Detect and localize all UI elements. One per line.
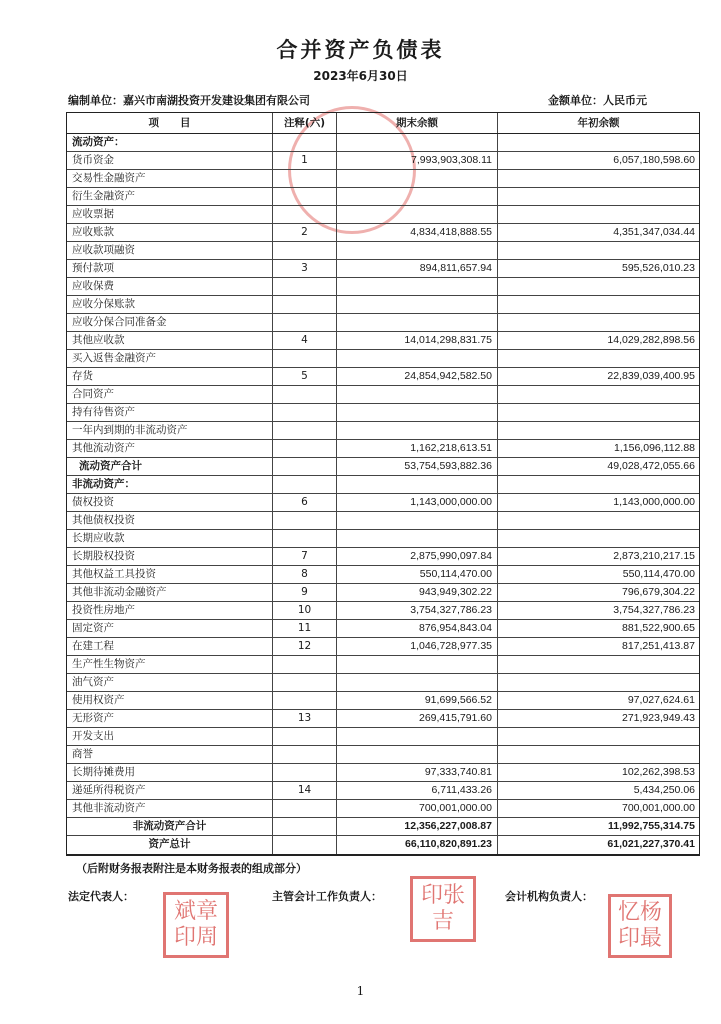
row-note <box>273 818 337 835</box>
table-row <box>67 494 699 512</box>
row-note <box>273 458 337 475</box>
row-note: 11 <box>273 620 337 637</box>
row-item: 非流动资产： <box>67 476 273 493</box>
row-note <box>273 476 337 493</box>
table-row <box>67 692 699 710</box>
row-end-balance <box>337 314 498 331</box>
row-begin-balance <box>498 656 699 673</box>
stamp-char: 斌 <box>173 899 196 924</box>
row-begin-balance <box>498 746 699 763</box>
row-begin-balance <box>498 314 699 331</box>
table-row <box>67 620 699 638</box>
row-item: 一年内到期的非流动资产 <box>67 422 273 439</box>
row-begin-balance: 817,251,413.87 <box>622 640 695 652</box>
table-row <box>67 512 699 530</box>
row-item: 债权投资 <box>67 494 273 511</box>
row-note <box>273 836 337 854</box>
accounting-head-stamp <box>410 876 476 942</box>
row-end-balance: 97,333,740.81 <box>337 764 498 781</box>
row-note <box>273 134 337 151</box>
table-row <box>67 836 699 854</box>
table-row <box>67 242 699 260</box>
row-begin-balance <box>498 530 699 547</box>
row-item: 预付款项 <box>67 260 273 277</box>
row-begin-balance: 550,114,470.00 <box>622 568 695 580</box>
row-begin-balance <box>498 242 699 259</box>
row-end-balance: 1,143,000,000.00 <box>337 494 498 511</box>
row-end-balance <box>337 386 498 403</box>
row-note: 13 <box>273 710 337 727</box>
legal-representative-stamp <box>163 892 229 958</box>
row-note <box>273 656 337 673</box>
organization: 编制单位：嘉兴市南湖投资开发建设集团有限公司 <box>68 94 310 107</box>
row-end-balance <box>337 746 498 763</box>
row-item: 资产总计 <box>67 836 273 854</box>
report-date: 2023年6月30日 <box>313 69 408 83</box>
row-note <box>273 692 337 709</box>
row-note <box>273 314 337 331</box>
row-item: 应收保费 <box>67 278 273 295</box>
row-begin-balance: 6,057,180,598.60 <box>613 154 695 166</box>
row-item: 存货 <box>67 368 273 385</box>
row-end-balance: 12,356,227,008.87 <box>337 818 498 835</box>
row-item: 固定资产 <box>67 620 273 637</box>
row-end-balance: 2,875,990,097.84 <box>337 548 498 565</box>
header-item: 项 目 <box>67 113 273 133</box>
row-end-balance <box>337 188 498 205</box>
row-note <box>273 296 337 313</box>
row-begin-balance: 595,526,010.23 <box>622 262 695 274</box>
row-note <box>273 800 337 817</box>
row-end-balance <box>337 656 498 673</box>
row-begin-balance <box>498 512 699 529</box>
row-item: 应收分保合同准备金 <box>67 314 273 331</box>
row-note <box>273 170 337 187</box>
row-item: 其他债权投资 <box>67 512 273 529</box>
row-item: 流动资产： <box>67 134 273 151</box>
table-row <box>67 350 699 368</box>
row-item: 其他非流动金融资产 <box>67 584 273 601</box>
table-row <box>67 206 699 224</box>
row-end-balance <box>337 530 498 547</box>
row-end-balance: 876,954,843.04 <box>337 620 498 637</box>
row-note <box>273 242 337 259</box>
row-end-balance <box>337 512 498 529</box>
row-end-balance: 269,415,791.60 <box>337 710 498 727</box>
table-row <box>67 386 699 404</box>
stamp-char: 忆 <box>617 900 640 925</box>
table-row <box>67 170 699 188</box>
row-end-balance <box>337 674 498 691</box>
row-item: 长期待摊费用 <box>67 764 273 781</box>
row-end-balance: 3,754,327,786.23 <box>337 602 498 619</box>
table-row <box>67 134 699 152</box>
row-begin-balance: 22,839,039,400.95 <box>607 370 695 382</box>
row-begin-balance: 881,522,900.65 <box>622 622 695 634</box>
balance-sheet-table <box>66 112 700 856</box>
row-end-balance <box>337 278 498 295</box>
row-note: 14 <box>273 782 337 799</box>
row-end-balance <box>337 134 498 151</box>
row-note: 10 <box>273 602 337 619</box>
table-row <box>67 422 699 440</box>
row-note: 7 <box>273 548 337 565</box>
row-item: 货币资金 <box>67 152 273 169</box>
currency-unit: 金额单位：人民币元 <box>548 94 647 107</box>
row-begin-balance: 2,873,210,217.15 <box>613 550 695 562</box>
row-begin-balance <box>498 674 699 691</box>
row-end-balance: 6,711,433.26 <box>337 782 498 799</box>
row-end-balance <box>337 728 498 745</box>
row-note: 12 <box>273 638 337 655</box>
stamp-char: 章 <box>196 899 219 924</box>
row-item: 其他应收款 <box>67 332 273 349</box>
table-row <box>67 746 699 764</box>
table-row <box>67 530 699 548</box>
row-item: 合同资产 <box>67 386 273 403</box>
table-row <box>67 818 699 836</box>
row-begin-balance: 5,434,250.06 <box>633 784 695 796</box>
row-note <box>273 350 337 367</box>
row-note: 3 <box>273 260 337 277</box>
row-item: 长期股权投资 <box>67 548 273 565</box>
header-note: 注释(六) <box>273 113 337 133</box>
table-header <box>67 113 699 134</box>
row-note <box>273 746 337 763</box>
row-item: 应收账款 <box>67 224 273 241</box>
row-note <box>273 764 337 781</box>
row-item: 油气资产 <box>67 674 273 691</box>
header-end-balance: 期末余额 <box>337 113 498 133</box>
row-item: 其他流动资产 <box>67 440 273 457</box>
row-end-balance <box>337 404 498 421</box>
row-begin-balance: 3,754,327,786.23 <box>613 604 695 616</box>
row-begin-balance: 61,021,227,370.41 <box>607 838 695 850</box>
row-begin-balance <box>498 206 699 223</box>
row-note: 8 <box>273 566 337 583</box>
footnote: （后附财务报表附注是本财务报表的组成部分） <box>76 862 307 875</box>
row-item: 非流动资产合计 <box>67 818 273 835</box>
row-begin-balance <box>498 350 699 367</box>
row-note: 6 <box>273 494 337 511</box>
stamp-char: 印 <box>617 926 640 951</box>
row-item: 长期应收款 <box>67 530 273 547</box>
row-item: 使用权资产 <box>67 692 273 709</box>
row-begin-balance <box>498 170 699 187</box>
stamp-char: 吉 <box>431 909 454 934</box>
stamp-char: 最 <box>640 926 663 951</box>
row-end-balance <box>337 170 498 187</box>
row-note: 1 <box>273 152 337 169</box>
table-row <box>67 458 699 476</box>
row-end-balance: 4,834,418,888.55 <box>337 224 498 241</box>
table-row <box>67 224 699 242</box>
row-item: 生产性生物资产 <box>67 656 273 673</box>
row-item: 其他权益工具投资 <box>67 566 273 583</box>
row-end-balance: 66,110,820,891.23 <box>337 836 498 854</box>
row-begin-balance: 1,156,096,112.88 <box>614 442 695 454</box>
agency-head-stamp <box>608 894 672 958</box>
table-row <box>67 404 699 422</box>
row-begin-balance <box>498 728 699 745</box>
row-note <box>273 440 337 457</box>
table-row <box>67 566 699 584</box>
row-begin-balance: 271,923,949.43 <box>622 712 695 724</box>
table-row <box>67 782 699 800</box>
row-end-balance: 53,754,593,882.36 <box>337 458 498 475</box>
row-note: 2 <box>273 224 337 241</box>
row-item: 衍生金融资产 <box>67 188 273 205</box>
row-item: 其他非流动资产 <box>67 800 273 817</box>
row-end-balance: 14,014,298,831.75 <box>337 332 498 349</box>
row-end-balance: 1,046,728,977.35 <box>337 638 498 655</box>
row-end-balance: 91,699,566.52 <box>337 692 498 709</box>
table-row <box>67 314 699 332</box>
row-begin-balance: 796,679,304.22 <box>622 586 695 598</box>
row-end-balance <box>337 206 498 223</box>
row-item: 买入返售金融资产 <box>67 350 273 367</box>
agency-head-label: 会计机构负责人： <box>505 890 593 903</box>
stamp-char: 张 <box>443 883 466 908</box>
row-begin-balance: 700,001,000.00 <box>622 802 695 814</box>
table-row <box>67 548 699 566</box>
row-item: 商誉 <box>67 746 273 763</box>
row-note <box>273 404 337 421</box>
row-note <box>273 188 337 205</box>
page-number: 1 <box>356 984 365 998</box>
row-item: 递延所得税资产 <box>67 782 273 799</box>
row-end-balance: 1,162,218,613.51 <box>337 440 498 457</box>
row-item: 在建工程 <box>67 638 273 655</box>
row-begin-balance <box>498 476 699 493</box>
table-row <box>67 440 699 458</box>
row-item: 投资性房地产 <box>67 602 273 619</box>
row-end-balance <box>337 476 498 493</box>
row-item: 持有待售资产 <box>67 404 273 421</box>
row-begin-balance <box>498 278 699 295</box>
table-row <box>67 296 699 314</box>
row-begin-balance: 11,992,755,314.75 <box>607 820 695 832</box>
row-note: 5 <box>273 368 337 385</box>
row-begin-balance <box>498 296 699 313</box>
table-row <box>67 800 699 818</box>
row-end-balance <box>337 422 498 439</box>
row-item: 无形资产 <box>67 710 273 727</box>
row-begin-balance: 97,027,624.61 <box>627 694 695 706</box>
legal-representative-label: 法定代表人： <box>68 890 134 903</box>
row-end-balance: 700,001,000.00 <box>337 800 498 817</box>
row-begin-balance <box>498 188 699 205</box>
row-note <box>273 206 337 223</box>
row-item: 开发支出 <box>67 728 273 745</box>
stamp-char: 印 <box>173 925 196 950</box>
row-note <box>273 386 337 403</box>
row-note <box>273 674 337 691</box>
row-note: 9 <box>273 584 337 601</box>
table-row <box>67 584 699 602</box>
row-end-balance: 550,114,470.00 <box>337 566 498 583</box>
row-end-balance <box>337 242 498 259</box>
page-title: 合并资产负债表 <box>276 38 445 62</box>
row-end-balance: 894,811,657.94 <box>337 260 498 277</box>
header-begin-balance: 年初余额 <box>577 117 620 129</box>
table-row <box>67 368 699 386</box>
stamp-char: 杨 <box>640 900 663 925</box>
table-row <box>67 152 699 170</box>
table-row <box>67 476 699 494</box>
row-item: 流动资产合计 <box>67 458 273 475</box>
row-note: 4 <box>273 332 337 349</box>
row-begin-balance <box>498 386 699 403</box>
table-row <box>67 710 699 728</box>
row-note <box>273 530 337 547</box>
row-note <box>273 278 337 295</box>
table-row <box>67 332 699 350</box>
table-row <box>67 602 699 620</box>
table-row <box>67 188 699 206</box>
row-begin-balance <box>498 422 699 439</box>
row-begin-balance: 1,143,000,000.00 <box>613 496 695 508</box>
table-row <box>67 260 699 278</box>
row-begin-balance: 4,351,347,034.44 <box>613 226 695 238</box>
table-row <box>67 278 699 296</box>
row-item: 应收分保账款 <box>67 296 273 313</box>
row-end-balance <box>337 350 498 367</box>
row-end-balance: 24,854,942,582.50 <box>337 368 498 385</box>
stamp-char: 印 <box>420 883 443 908</box>
row-begin-balance: 49,028,472,055.66 <box>607 460 695 472</box>
row-begin-balance: 14,029,282,898.56 <box>607 334 695 346</box>
row-end-balance: 943,949,302.22 <box>337 584 498 601</box>
row-begin-balance <box>498 134 699 151</box>
row-note <box>273 512 337 529</box>
row-item: 应收票据 <box>67 206 273 223</box>
stamp-char: 周 <box>196 925 219 950</box>
row-begin-balance <box>498 404 699 421</box>
row-note <box>273 422 337 439</box>
table-row <box>67 728 699 746</box>
table-row <box>67 674 699 692</box>
accounting-head-label: 主管会计工作负责人： <box>272 890 382 903</box>
row-item: 应收款项融资 <box>67 242 273 259</box>
row-begin-balance: 102,262,398.53 <box>622 766 695 778</box>
table-row <box>67 764 699 782</box>
row-end-balance <box>337 296 498 313</box>
table-row <box>67 638 699 656</box>
row-end-balance: 7,993,903,308.11 <box>337 152 498 169</box>
table-row <box>67 656 699 674</box>
row-note <box>273 728 337 745</box>
row-item: 交易性金融资产 <box>67 170 273 187</box>
